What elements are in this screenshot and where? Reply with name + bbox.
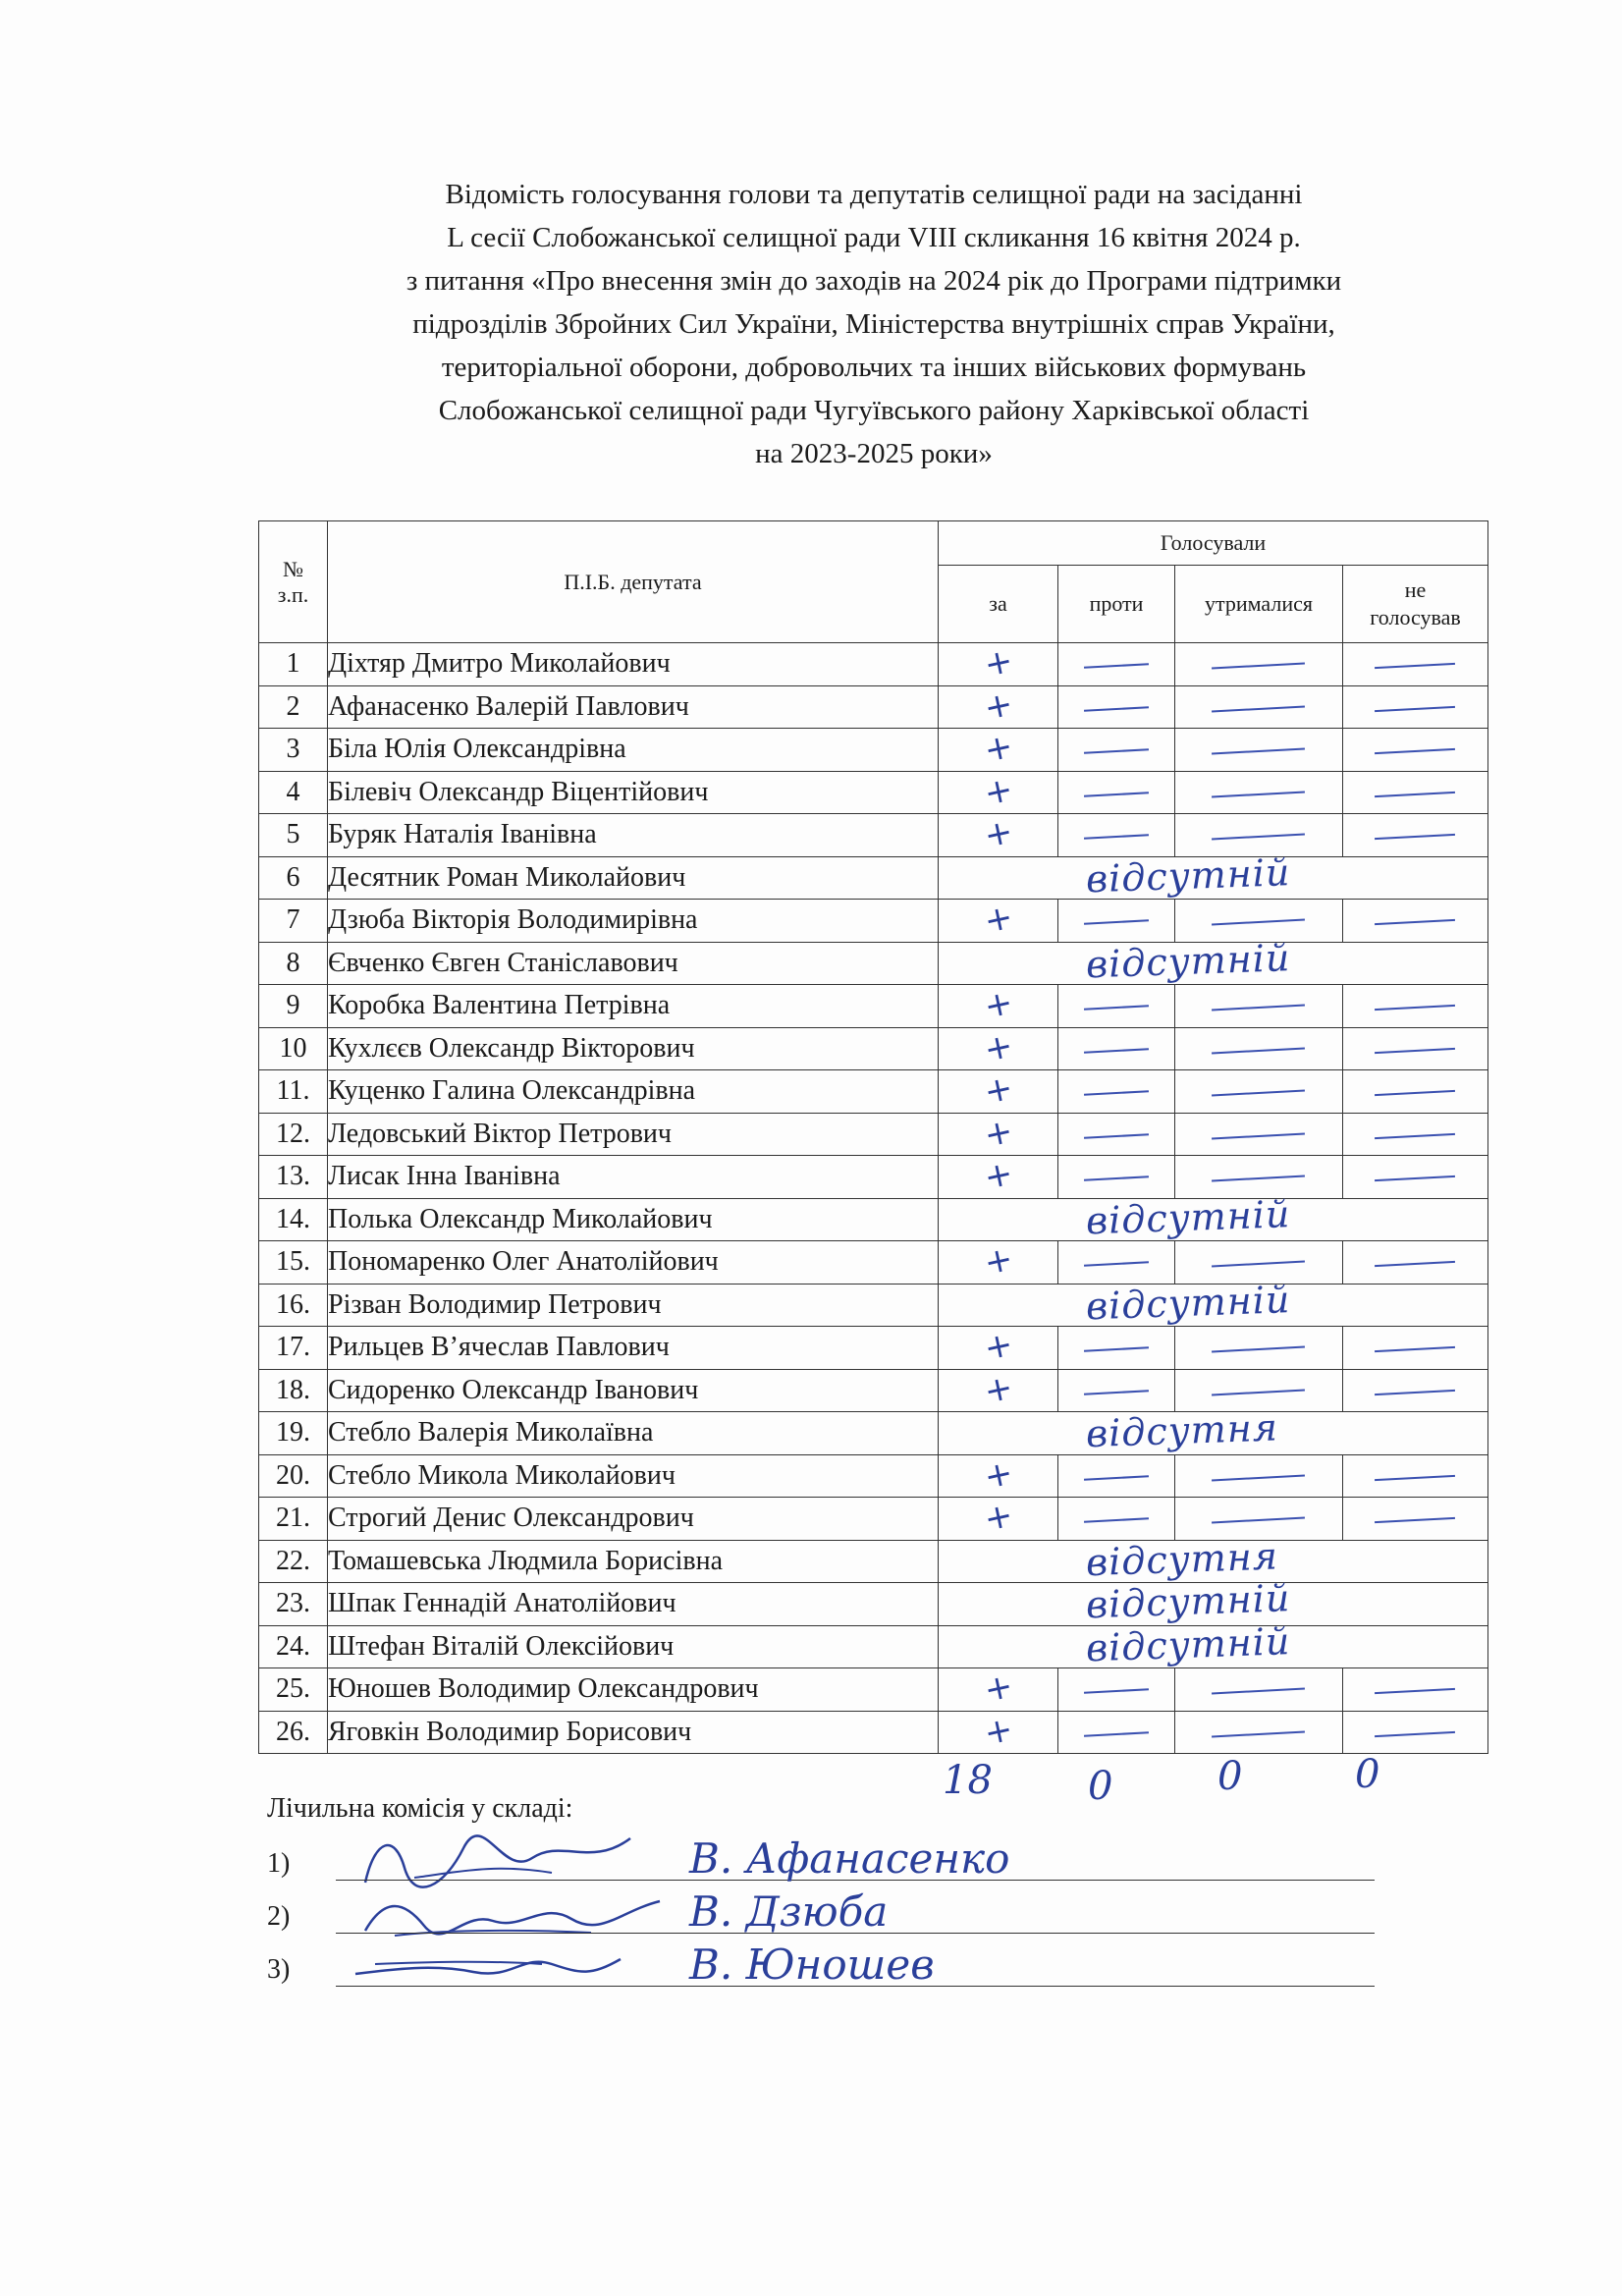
vote-dash-mark [1084, 1005, 1149, 1010]
vote-cell-utrymalysia [1175, 1711, 1343, 1754]
table-row [259, 1284, 1488, 1327]
member-index: 1) [267, 1848, 291, 1879]
header-ne-line1: не [1404, 577, 1427, 602]
row-number: 22. [259, 1540, 328, 1583]
vote-cell-za [939, 1711, 1058, 1754]
vote-cell-proty [1058, 771, 1175, 814]
vote-cell-utrymalysia [1175, 814, 1343, 857]
vote-dash-mark [1084, 1390, 1149, 1394]
table-row [259, 1241, 1488, 1285]
vote-cell-ne [1343, 1070, 1488, 1114]
vote-cell-utrymalysia [1175, 985, 1343, 1028]
vote-cell-za [939, 811, 1058, 857]
commission-label: Лічильна комісія у складі: [267, 1793, 573, 1824]
vote-dash-mark [1212, 663, 1305, 670]
row-number: 11. [259, 1070, 328, 1114]
deputy-name: Шпак Геннадій Анатолійович [328, 1583, 939, 1626]
vote-cell-ne [1343, 1156, 1488, 1199]
vote-dash-mark [1375, 1261, 1455, 1267]
vote-cell-utrymalysia [1175, 1668, 1343, 1712]
vote-cell-absent [939, 1277, 1488, 1329]
vote-cell-ne [1343, 985, 1488, 1028]
vote-dash-mark [1212, 705, 1305, 712]
vote-dash-mark [1375, 834, 1455, 840]
table-row [259, 900, 1488, 943]
vote-dash-mark [1084, 1261, 1149, 1266]
total-ne-holosuvav: 0 [1355, 1752, 1380, 1797]
vote-cell-za [939, 1369, 1058, 1412]
vote-cell-za [939, 1668, 1058, 1712]
vote-plus-mark: + [980, 683, 1016, 729]
table-row [259, 1454, 1488, 1498]
vote-dash-mark [1212, 1261, 1305, 1268]
vote-dash-mark [1084, 663, 1149, 668]
vote-plus-mark: + [980, 811, 1016, 856]
vote-dash-mark [1375, 791, 1455, 796]
deputy-name: Юношев Володимир Олександрович [328, 1668, 939, 1712]
vote-cell-za [939, 1454, 1058, 1498]
vote-plus-mark: + [980, 1666, 1016, 1711]
vote-cell-ne [1343, 1369, 1488, 1412]
vote-dash-mark [1375, 919, 1455, 925]
vote-plus-mark: + [980, 1495, 1016, 1540]
deputy-name: Полька Олександр Миколайович [328, 1198, 939, 1241]
vote-cell-utrymalysia [1175, 1369, 1343, 1412]
vote-cell-utrymalysia [1175, 685, 1343, 729]
deputy-name: Ледовський Віктор Петрович [328, 1113, 939, 1156]
absent-note: відсутній [1085, 849, 1292, 902]
vote-cell-absent [939, 849, 1488, 902]
vote-cell-utrymalysia [1175, 1070, 1343, 1114]
deputy-name: Коробка Валентина Петрівна [328, 985, 939, 1028]
vote-cell-utrymalysia [1175, 1241, 1343, 1285]
vote-dash-mark [1084, 1090, 1149, 1095]
vote-cell-proty [1058, 1369, 1175, 1412]
vote-plus-mark: + [980, 1238, 1016, 1284]
header-ne-line2: голосував [1370, 605, 1461, 629]
vote-cell-absent [939, 935, 1488, 987]
title-line: Відомість голосування голови та депутатів селищної ради на засіданні [445, 179, 1303, 210]
vote-dash-mark [1084, 1175, 1149, 1180]
vote-dash-mark [1375, 1047, 1455, 1053]
table-row [259, 1198, 1488, 1241]
vote-cell-proty [1058, 685, 1175, 729]
vote-cell-utrymalysia [1175, 1498, 1343, 1541]
deputy-name: Пономаренко Олег Анатолійович [328, 1241, 939, 1285]
vote-cell-proty [1058, 900, 1175, 943]
vote-plus-mark: + [980, 1111, 1016, 1156]
table-row [259, 1027, 1488, 1070]
vote-plus-mark: + [980, 640, 1016, 685]
member-name: В. Юношев [689, 1941, 935, 1989]
vote-dash-mark [1375, 748, 1455, 754]
absent-note: відсутній [1085, 1618, 1292, 1670]
vote-dash-mark [1212, 791, 1305, 797]
vote-cell-absent [939, 1576, 1488, 1627]
vote-plus-mark: + [980, 1067, 1016, 1113]
vote-dash-mark [1084, 1517, 1149, 1522]
vote-plus-mark: + [980, 1452, 1016, 1498]
vote-cell-utrymalysia [1175, 900, 1343, 943]
row-number: 15. [259, 1241, 328, 1285]
vote-cell-utrymalysia [1175, 1327, 1343, 1370]
deputy-name: Сидоренко Олександр Іванович [328, 1369, 939, 1412]
table-row [259, 685, 1488, 729]
vote-plus-mark: + [980, 982, 1016, 1027]
vote-dash-mark [1212, 1175, 1305, 1182]
vote-cell-ne [1343, 1668, 1488, 1712]
table-row [259, 771, 1488, 814]
title-line: підрозділів Збройних Сил України, Міністерства внутрішніх справ України, [412, 308, 1335, 340]
vote-cell-ne [1343, 1711, 1488, 1754]
row-number: 18. [259, 1369, 328, 1412]
vote-cell-absent [939, 1534, 1488, 1584]
row-number: 13. [259, 1156, 328, 1199]
deputy-name: Кухлєєв Олександр Вікторович [328, 1027, 939, 1070]
title-line: з питання «Про внесення змін до заходів на 2024 рік до Програми підтримки [406, 265, 1342, 297]
absent-note: відсутня [1085, 1534, 1279, 1584]
voting-table [258, 520, 1488, 1754]
header-ne-holosuvav [1343, 566, 1488, 643]
vote-cell-ne [1343, 1498, 1488, 1541]
deputy-name: Різван Володимир Петрович [328, 1284, 939, 1327]
table-row [259, 1668, 1488, 1712]
header-number-symbol: № [283, 556, 303, 581]
vote-dash-mark [1084, 1048, 1149, 1053]
table-row [259, 1070, 1488, 1114]
vote-cell-ne [1343, 1241, 1488, 1285]
vote-cell-za [939, 726, 1058, 772]
vote-cell-utrymalysia [1175, 1454, 1343, 1498]
vote-cell-proty [1058, 1327, 1175, 1370]
table-row [259, 643, 1488, 686]
vote-cell-proty [1058, 643, 1175, 686]
vote-dash-mark [1375, 663, 1455, 669]
table-row [259, 856, 1488, 900]
deputy-name: Біла Юлія Олександрівна [328, 729, 939, 772]
absent-note: відсутній [1085, 1277, 1292, 1329]
total-utrymalysia: 0 [1217, 1754, 1243, 1799]
row-number: 25. [259, 1668, 328, 1712]
header-za: за [939, 566, 1058, 643]
row-number: 7 [259, 900, 328, 943]
vote-dash-mark [1375, 1005, 1455, 1011]
vote-dash-mark [1375, 1090, 1455, 1096]
table-row [259, 1498, 1488, 1541]
vote-dash-mark [1375, 1132, 1455, 1138]
vote-cell-ne [1343, 900, 1488, 943]
vote-dash-mark [1212, 1346, 1305, 1353]
vote-dash-mark [1212, 1005, 1305, 1011]
deputy-name: Штефан Віталій Олексійович [328, 1625, 939, 1668]
vote-cell-proty [1058, 729, 1175, 772]
vote-cell-proty [1058, 1156, 1175, 1199]
vote-dash-mark [1212, 834, 1305, 841]
vote-cell-absent [939, 1618, 1488, 1670]
vote-cell-utrymalysia [1175, 771, 1343, 814]
deputy-name: Строгий Денис Олександрович [328, 1498, 939, 1541]
signature-3 [336, 1935, 709, 2003]
vote-dash-mark [1375, 1730, 1455, 1736]
title-line: Слобожанської селищної ради Чугуївського району Харківської області [438, 395, 1310, 426]
document-title [245, 173, 1502, 475]
row-number: 2 [259, 685, 328, 729]
deputy-name: Яговкін Володимир Борисович [328, 1711, 939, 1754]
vote-dash-mark [1375, 1175, 1455, 1181]
vote-dash-mark [1212, 1517, 1305, 1524]
absent-note: відсутня [1085, 1405, 1279, 1456]
row-number: 19. [259, 1412, 328, 1455]
vote-plus-mark: + [980, 1324, 1016, 1369]
table-row [259, 1156, 1488, 1199]
vote-cell-utrymalysia [1175, 1113, 1343, 1156]
vote-dash-mark [1212, 1474, 1305, 1481]
vote-cell-ne [1343, 814, 1488, 857]
row-number: 26. [259, 1711, 328, 1754]
deputy-name: Стебло Валерія Миколаївна [328, 1412, 939, 1455]
row-number: 5 [259, 814, 328, 857]
vote-dash-mark [1084, 1731, 1149, 1736]
vote-cell-za [939, 897, 1058, 943]
row-number: 9 [259, 985, 328, 1028]
total-za: 18 [943, 1758, 993, 1803]
vote-cell-proty [1058, 1113, 1175, 1156]
table-row [259, 942, 1488, 985]
vote-cell-ne [1343, 771, 1488, 814]
vote-cell-za [939, 1113, 1058, 1156]
deputy-name: Лисак Інна Іванівна [328, 1156, 939, 1199]
title-line: територіальної оборони, добровольчих та інших військових формувань [441, 352, 1307, 383]
table-row [259, 1369, 1488, 1412]
table-row [259, 1625, 1488, 1668]
vote-dash-mark [1084, 1688, 1149, 1693]
vote-cell-ne [1343, 685, 1488, 729]
row-number: 17. [259, 1327, 328, 1370]
vote-plus-mark: + [980, 1025, 1016, 1070]
total-proty: 0 [1088, 1764, 1113, 1809]
row-number: 20. [259, 1454, 328, 1498]
vote-cell-proty [1058, 1070, 1175, 1114]
vote-cell-za [939, 1324, 1058, 1370]
vote-dash-mark [1084, 1133, 1149, 1138]
header-number [259, 521, 328, 643]
vote-cell-za [939, 982, 1058, 1028]
vote-cell-za [939, 1238, 1058, 1285]
vote-dash-mark [1375, 1389, 1455, 1394]
vote-cell-proty [1058, 1027, 1175, 1070]
row-number: 23. [259, 1583, 328, 1626]
row-number: 10 [259, 1027, 328, 1070]
deputy-name: Євченко Євген Станіславович [328, 942, 939, 985]
table-row [259, 1711, 1488, 1754]
header-proty: проти [1058, 566, 1175, 643]
vote-cell-za [939, 1067, 1058, 1114]
vote-dash-mark [1212, 1730, 1305, 1737]
vote-cell-absent [939, 1191, 1488, 1243]
vote-cell-proty [1058, 1454, 1175, 1498]
row-number: 14. [259, 1198, 328, 1241]
vote-cell-za [939, 685, 1058, 729]
member-index: 3) [267, 1954, 291, 1985]
vote-dash-mark [1212, 1047, 1305, 1054]
vote-cell-proty [1058, 1498, 1175, 1541]
deputy-name: Афанасенко Валерій Павлович [328, 685, 939, 729]
vote-dash-mark [1084, 748, 1149, 753]
vote-dash-mark [1084, 834, 1149, 839]
vote-plus-mark: + [980, 1709, 1016, 1754]
vote-cell-ne [1343, 729, 1488, 772]
deputy-name: Дзюба Вікторія Володимирівна [328, 900, 939, 943]
vote-dash-mark [1084, 1346, 1149, 1351]
vote-cell-ne [1343, 1327, 1488, 1370]
vote-plus-mark: + [980, 1367, 1016, 1412]
vote-cell-utrymalysia [1175, 643, 1343, 686]
deputy-name: Куценко Галина Олександрівна [328, 1070, 939, 1114]
vote-dash-mark [1375, 1517, 1455, 1523]
vote-plus-mark: + [980, 769, 1016, 814]
vote-dash-mark [1212, 1090, 1305, 1097]
row-number: 16. [259, 1284, 328, 1327]
vote-dash-mark [1084, 919, 1149, 924]
totals-row [0, 1752, 1622, 1817]
deputy-name: Стебло Микола Миколайович [328, 1454, 939, 1498]
table-row [259, 1113, 1488, 1156]
vote-cell-proty [1058, 1711, 1175, 1754]
absent-note: відсутній [1085, 1576, 1292, 1627]
vote-dash-mark [1212, 1688, 1305, 1695]
title-line: L сесії Слобожанської селищної ради VIII скликання 16 квітня 2024 р. [447, 222, 1301, 253]
deputy-name: Діхтяр Дмитро Миколайович [328, 643, 939, 686]
vote-cell-utrymalysia [1175, 729, 1343, 772]
vote-dash-mark [1375, 1474, 1455, 1480]
vote-cell-ne [1343, 1027, 1488, 1070]
vote-dash-mark [1084, 706, 1149, 711]
vote-dash-mark [1375, 1688, 1455, 1694]
row-number: 4 [259, 771, 328, 814]
member-index: 2) [267, 1901, 291, 1932]
row-number: 1 [259, 643, 328, 686]
vote-plus-mark: + [980, 1153, 1016, 1198]
vote-cell-za [939, 1153, 1058, 1199]
vote-dash-mark [1084, 792, 1149, 796]
title-line: на 2023-2025 роки» [755, 438, 993, 469]
vote-cell-za [939, 1495, 1058, 1541]
vote-cell-za [939, 771, 1058, 814]
table-row [259, 985, 1488, 1028]
vote-cell-proty [1058, 1241, 1175, 1285]
absent-note: відсутній [1085, 1191, 1292, 1243]
row-number: 6 [259, 856, 328, 900]
vote-cell-ne [1343, 1454, 1488, 1498]
vote-cell-proty [1058, 814, 1175, 857]
vote-dash-mark [1212, 1389, 1305, 1395]
vote-cell-absent [939, 1405, 1488, 1456]
table-row [259, 1540, 1488, 1583]
member-name: В. Дзюба [689, 1887, 889, 1936]
row-number: 21. [259, 1498, 328, 1541]
vote-plus-mark: + [980, 726, 1016, 771]
deputy-name: Десятник Роман Миколайович [328, 856, 939, 900]
row-number: 12. [259, 1113, 328, 1156]
header-voted: Голосували [939, 521, 1488, 566]
member-name: В. Афанасенко [689, 1834, 1010, 1883]
header-utrymalysia: утрималися [1175, 566, 1343, 643]
deputy-name: Буряк Наталія Іванівна [328, 814, 939, 857]
table-row [259, 1327, 1488, 1370]
vote-cell-proty [1058, 985, 1175, 1028]
vote-cell-proty [1058, 1668, 1175, 1712]
table-row [259, 1412, 1488, 1455]
vote-dash-mark [1212, 919, 1305, 926]
vote-dash-mark [1375, 1346, 1455, 1352]
deputy-name: Рильцев В’ячеслав Павлович [328, 1327, 939, 1370]
vote-cell-za [939, 640, 1058, 686]
header-name: П.І.Б. депутата [328, 521, 939, 643]
vote-cell-utrymalysia [1175, 1156, 1343, 1199]
table-row [259, 814, 1488, 857]
deputy-name: Білевіч Олександр Віцентійович [328, 771, 939, 814]
vote-cell-utrymalysia [1175, 1027, 1343, 1070]
table-row [259, 1583, 1488, 1626]
vote-cell-ne [1343, 1113, 1488, 1156]
header-number-abbrev: з.п. [277, 581, 309, 607]
absent-note: відсутній [1085, 935, 1292, 987]
row-number: 8 [259, 942, 328, 985]
vote-cell-ne [1343, 643, 1488, 686]
vote-plus-mark: + [980, 897, 1016, 942]
vote-dash-mark [1084, 1475, 1149, 1480]
deputy-name: Томашевська Людмила Борисівна [328, 1540, 939, 1583]
vote-dash-mark [1212, 748, 1305, 755]
vote-dash-mark [1375, 705, 1455, 711]
vote-cell-za [939, 1027, 1058, 1070]
row-number: 24. [259, 1625, 328, 1668]
row-number: 3 [259, 729, 328, 772]
table-row [259, 729, 1488, 772]
vote-dash-mark [1212, 1132, 1305, 1139]
